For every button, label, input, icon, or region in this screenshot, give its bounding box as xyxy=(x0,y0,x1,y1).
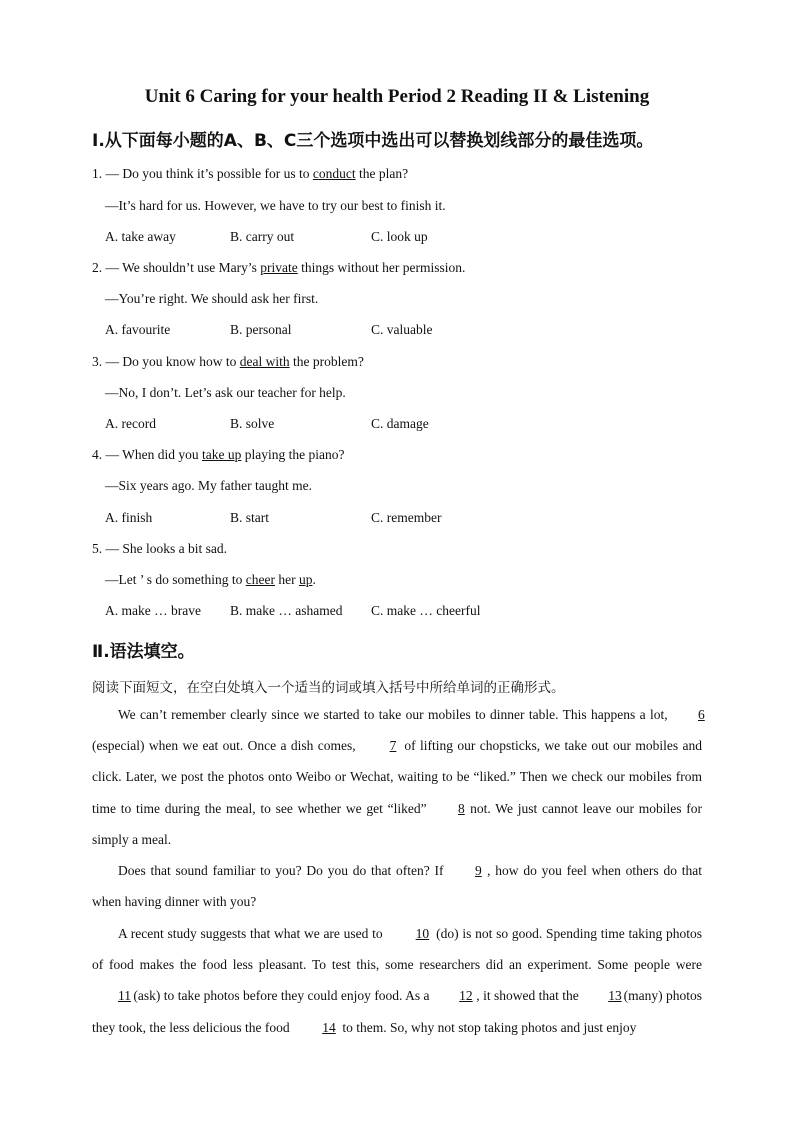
question-3-option-c: C. damage xyxy=(371,416,429,431)
question-text: 2. — We shouldn’t use Mary’s xyxy=(92,260,261,275)
blank-6: 6 xyxy=(698,707,705,722)
question-4-option-a: A. finish xyxy=(105,510,153,525)
passage-text: Does that sound familiar to you? Do you do that often? If xyxy=(118,863,449,878)
question-5-option-c: C. make … cheerful xyxy=(371,603,481,618)
question-3-option-b: B. solve xyxy=(230,416,275,431)
question-1-answer: —It’s hard for us. However, we have to try our best to finish it. xyxy=(105,198,446,213)
question-4-option-b: B. start xyxy=(230,510,269,525)
passage-text: , it showed that the xyxy=(472,988,583,1004)
question-3-option-a: A. record xyxy=(105,416,156,431)
question-4 xyxy=(92,447,344,463)
passage-text: , how do you feel when others do that when having dinner with you? xyxy=(92,863,702,910)
question-5: 5. — She looks a bit sad. xyxy=(92,541,227,556)
document-title: Unit 6 Caring for your health Period 2 Reading II & Listening xyxy=(144,86,650,107)
underlined-word: cheer xyxy=(245,572,275,587)
question-1-option-b: B. carry out xyxy=(230,229,295,244)
blank-11: 11 xyxy=(118,988,131,1004)
question-3 xyxy=(92,354,364,370)
question-3-answer: —No, I don’t. Let’s ask our teacher for help. xyxy=(105,385,346,400)
question-1 xyxy=(92,166,408,182)
passage-text: of lifting our chopsticks, we take out our mobiles and click. Later, we post the photos onto Weibo or Wechat, waiting to be “liked.” Then we check our mobiles from time to time during the meal, to see whether we get “liked” xyxy=(92,738,702,816)
passage-text: A recent study suggests that what we are used to xyxy=(118,926,387,941)
question-text: 3. — Do you know how to xyxy=(92,354,240,369)
passage-text: (ask) to take photos before they could enjoy food. As a xyxy=(130,988,433,1004)
question-text: playing the piano? xyxy=(241,447,345,462)
question-text: 1. — Do you think it’s possible for us to xyxy=(92,166,313,181)
question-1-option-c: C. look up xyxy=(371,229,428,244)
passage-text: We can’t remember clearly since we started to take our mobiles to dinner table. This happens a lot, xyxy=(118,707,672,722)
answer-text: . xyxy=(312,572,316,587)
passage-text: to them. So, why not stop taking photos and just enjoy xyxy=(338,1019,637,1035)
underlined-word: take up xyxy=(202,447,242,462)
passage-paragraph-3 xyxy=(92,918,702,1043)
section-1-heading: Ⅰ.从下面每小题的A、B、C三个选项中选出可以替换划线部分的最佳选项。 xyxy=(92,131,654,151)
question-5-option-a: A. make … brave xyxy=(105,603,201,618)
answer-text: her xyxy=(274,572,299,587)
blank-9: 9 xyxy=(474,863,482,878)
question-2-option-b: B. personal xyxy=(230,322,292,337)
question-5-answer xyxy=(105,572,316,588)
passage-text: (especial) when we eat out. Once a dish comes, xyxy=(92,738,360,754)
blank-12: 12 xyxy=(459,988,473,1004)
answer-text: —Let ’ s do something to xyxy=(105,572,246,587)
question-text: things without her permission. xyxy=(297,260,466,275)
passage-text: (do) is not so good. Spending time taking photos of food makes the food less pleasant. To test this, some researchers did an experiment. Some people were xyxy=(92,926,702,973)
question-4-option-c: C. remember xyxy=(371,510,442,525)
section-2-instruction: 阅读下面短文，在空白处填入一个适当的词或填入括号中所给单词的正确形式。 xyxy=(92,680,565,696)
section-2-heading: Ⅱ.语法填空。 xyxy=(92,642,195,662)
passage-text: (many) photos they took, the less delicious the food xyxy=(92,988,702,1035)
underlined-word: private xyxy=(260,260,298,275)
question-4-answer: —Six years ago. My father taught me. xyxy=(105,478,312,493)
question-text: 4. — When did you xyxy=(92,447,202,462)
question-2 xyxy=(92,260,465,276)
underlined-word: deal with xyxy=(239,354,290,369)
passage-text: not. We just cannot leave our mobiles for simply a meal. xyxy=(92,800,702,847)
blank-8: 8 xyxy=(458,800,465,816)
blank-14: 14 xyxy=(322,1019,336,1035)
question-2-option-a: A. favourite xyxy=(105,322,171,337)
blank-7: 7 xyxy=(389,738,397,754)
blank-10: 10 xyxy=(415,926,430,941)
question-2-option-c: C. valuable xyxy=(371,322,433,337)
underlined-word: up xyxy=(298,572,313,587)
underlined-word: conduct xyxy=(312,166,356,181)
passage-paragraph-2 xyxy=(92,855,702,917)
question-1-option-a: A. take away xyxy=(105,229,176,244)
question-text: the problem? xyxy=(289,354,364,369)
question-5-option-b: B. make … ashamed xyxy=(230,603,343,618)
question-2-answer: —You’re right. We should ask her first. xyxy=(105,291,319,306)
blank-13: 13 xyxy=(608,988,622,1004)
passage-paragraph-1 xyxy=(92,699,705,855)
question-text: the plan? xyxy=(355,166,409,181)
